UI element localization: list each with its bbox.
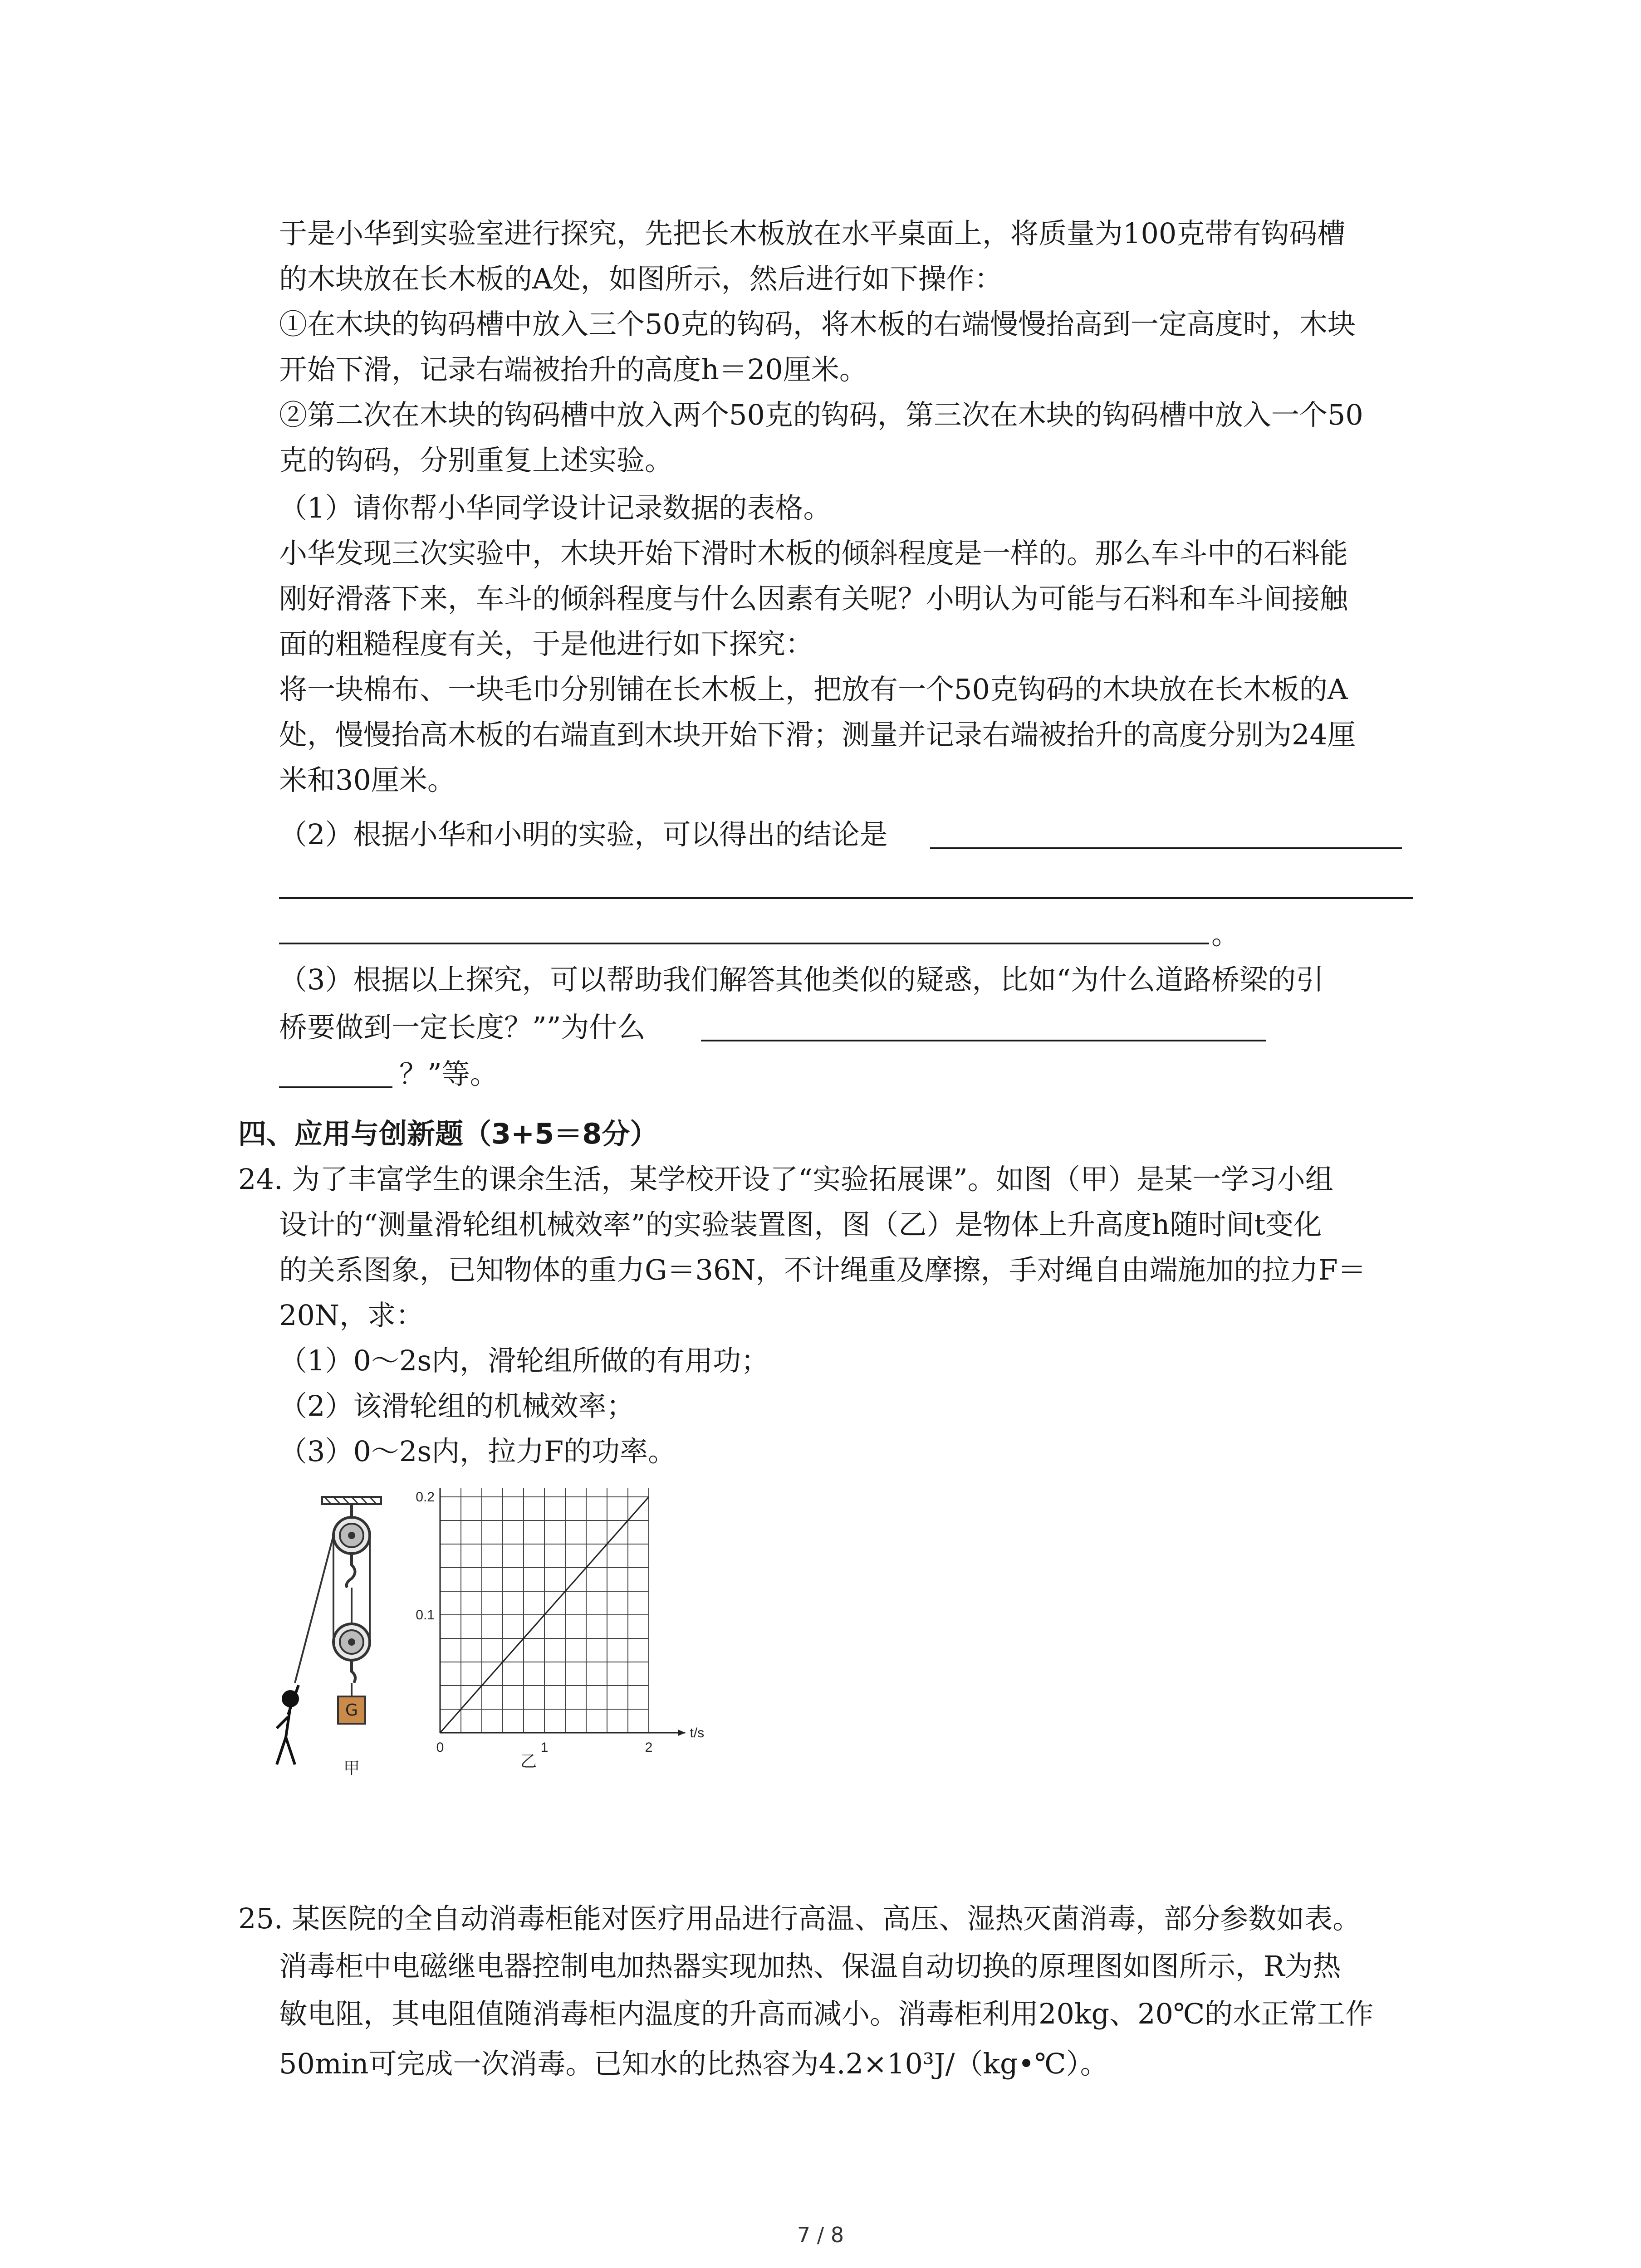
question-24-line: 的关系图象，已知物体的重力G＝36N，不计绳重及摩擦，手对绳自由端施加的拉力F＝: [279, 1253, 1366, 1286]
text-line: 于是小华到实验室进行探究，先把长木板放在水平桌面上，将质量为100克带有钩码槽: [279, 217, 1346, 250]
text-line: （1）请你帮小华同学设计记录数据的表格。: [279, 491, 832, 524]
question-2-end: 。: [1211, 918, 1240, 951]
figure-jia-label: 甲: [343, 1759, 360, 1778]
chart-grid: [440, 1488, 649, 1733]
x-axis-label: t/s: [690, 1725, 705, 1740]
text-line: 的木块放在长木板的A处，如图所示，然后进行如下操作：: [279, 262, 1003, 295]
question-25-line: 消毒柜中电磁继电器控制电加热器实现加热、保温自动切换的原理图如图所示，R为热: [279, 1950, 1341, 1983]
text-line: 开始下滑，记录右端被抬升的高度h＝20厘米。: [279, 353, 867, 386]
page-number: 7 / 8: [797, 2223, 844, 2247]
answer-blank[interactable]: [930, 847, 1402, 849]
answer-blank[interactable]: [279, 1086, 392, 1088]
question-25-line: 25. 某医院的全自动消毒柜能对医疗用品进行高温、高压、湿热灭菌消毒，部分参数如表。: [238, 1902, 1361, 1935]
weight-label: G: [345, 1701, 358, 1720]
answer-blank[interactable]: [701, 1040, 1266, 1041]
question-2-text: （2）根据小华和小明的实验，可以得出的结论是: [279, 818, 888, 851]
question-3-line: 桥要做到一定长度？””为什么: [279, 1011, 646, 1044]
x-tick-label: 2: [645, 1740, 653, 1755]
answer-blank[interactable]: [279, 897, 1413, 899]
chart-labels: [416, 1488, 704, 1755]
question-24-line: 设计的“测量滑轮组机械效率”的实验装置图，图（乙）是物体上升高度h随时间t变化: [279, 1208, 1322, 1241]
text-line: 刚好滑落下来，车斗的倾斜程度与什么因素有关呢？小明认为可能与石料和车斗间接触: [279, 582, 1348, 615]
question-25-line: 敏电阻，其电阻值随消毒柜内温度的升高而减小。消毒柜利用20kg、20℃的水正常工作: [279, 1997, 1374, 2030]
x-tick-label: 0: [436, 1740, 444, 1755]
text-line: ②第二次在木块的钩码槽中放入两个50克的钩码，第三次在木块的钩码槽中放入一个50: [279, 398, 1363, 431]
question-24-line: 24. 为了丰富学生的课余生活，某学校开设了“实验拓展课”。如图（甲）是某一学习小组: [238, 1163, 1333, 1196]
text-line: 将一块棉布、一块毛巾分别铺在长木板上，把放有一个50克钩码的木块放在长木板的A: [279, 673, 1348, 706]
person-figure: [277, 1685, 299, 1765]
text-line: 克的钩码，分别重复上述实验。: [279, 444, 673, 477]
question-3-line: （3）根据以上探究，可以帮助我们解答其他类似的疑惑，比如“为什么道路桥梁的引: [279, 963, 1324, 996]
figure-yi-label: 乙: [520, 1752, 537, 1771]
chart-axes: [437, 1488, 686, 1736]
h-t-graph: [408, 1488, 726, 1783]
text-line: 小华发现三次实验中，木块开始下滑时木板的倾斜程度是一样的。那么车斗中的石料能: [279, 537, 1348, 570]
text-line: 处，慢慢抬高木板的右端直到木块开始下滑；测量并记录右端被抬升的高度分别为24厘: [279, 718, 1356, 751]
x-axis-arrow: [678, 1730, 686, 1736]
x-tick-label: 1: [540, 1740, 549, 1755]
question-24-line: （1）0～2s内，滑轮组所做的有用功；: [279, 1344, 769, 1377]
y-tick-label: 0.2: [416, 1490, 435, 1505]
question-3-line: ？”等。: [399, 1057, 498, 1090]
question-24-line: （2）该滑轮组的机械效率；: [279, 1389, 635, 1422]
section-heading: 四、应用与创新题（3+5＝8分）: [238, 1117, 658, 1150]
text-line: 米和30厘米。: [279, 763, 456, 797]
question-24-line: （3）0～2s内，拉力F的功率。: [279, 1435, 676, 1468]
question-25-line: 50min可完成一次消毒。已知水的比热容为4.2×10³J/（kg•℃）。: [279, 2047, 1108, 2080]
text-line: ①在木块的钩码槽中放入三个50克的钩码，将木板的右端慢慢抬高到一定高度时，木块: [279, 308, 1356, 341]
question-2: [279, 812, 887, 857]
pulley-figure: [268, 1492, 404, 1783]
text-line: 面的粗糙程度有关，于是他进行如下探究：: [279, 627, 814, 660]
answer-blank[interactable]: [279, 943, 1209, 944]
y-tick-label: 0.1: [416, 1608, 435, 1623]
question-24-line: 20N，求：: [279, 1299, 424, 1332]
